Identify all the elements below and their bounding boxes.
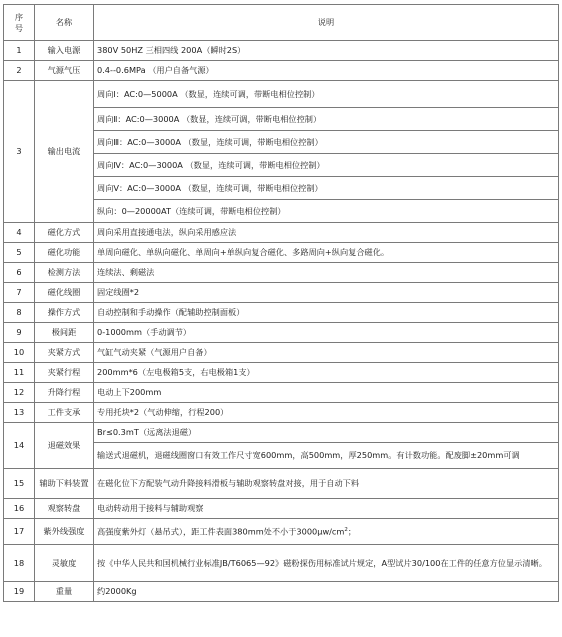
table-row: [4, 323, 559, 343]
row-name: 退磁效果: [35, 423, 94, 469]
row-name: 紫外线强度: [35, 519, 94, 545]
table-row: [4, 403, 559, 423]
header-no: [4, 5, 35, 41]
table-row: [4, 343, 559, 363]
row-description: 0-1000mm（手动调节）: [94, 323, 559, 343]
row-description: 按《中华人民共和国机械行业标准JB/T6065—92》磁粉探伤用标准试片规定，A型试片30/100在工件的任意方位显示清晰。: [94, 545, 559, 582]
spec-table: [3, 4, 559, 602]
row-number: 2: [4, 61, 35, 81]
row-number: 5: [4, 243, 35, 263]
row-description: 气缸气动夹紧（气源用户自备）: [94, 343, 559, 363]
table-row: [4, 499, 559, 519]
table-row: [4, 469, 559, 499]
row-description: 电动转动用于接料与辅助观察: [94, 499, 559, 519]
row-description: 约2000Kg: [94, 582, 559, 602]
row-description: 在磁化位下方配装气动升降接料滑板与辅助观察转盘对接，用于自动下料: [94, 469, 559, 499]
row-number: 6: [4, 263, 35, 283]
row-description: 单周向磁化、单纵向磁化、单周向+单纵向复合磁化、多路周向+纵向复合磁化。: [94, 243, 559, 263]
row-name: 磁化方式: [35, 223, 94, 243]
row-number: 4: [4, 223, 35, 243]
table-row: [4, 41, 559, 61]
row-number: 18: [4, 545, 35, 582]
table-row: [4, 383, 559, 403]
table-row: [4, 545, 559, 582]
row-number: 10: [4, 343, 35, 363]
row-number: 12: [4, 383, 35, 403]
row-description: 380V 50HZ 三相四线 200A（瞬时2S）: [94, 41, 559, 61]
row-name: 操作方式: [35, 303, 94, 323]
header-desc: 说明: [94, 5, 559, 41]
table-row: [4, 283, 559, 303]
table-row: [4, 582, 559, 602]
row-description: 自动控制和手动操作（配辅助控制面板）: [94, 303, 559, 323]
row-description: 周向Ⅳ：AC:0—3000A （数显，连续可调，带断电相位控制）: [94, 154, 559, 177]
row-description: 专用托块*2（气动伸缩，行程200）: [94, 403, 559, 423]
table-row: [4, 81, 559, 108]
row-description: 纵向：0—20000AT（连续可调，带断电相位控制）: [94, 200, 559, 223]
row-name: 工件支承: [35, 403, 94, 423]
row-name: 输出电流: [35, 81, 94, 223]
row-description: 周向Ⅴ：AC:0—3000A （数显，连续可调，带断电相位控制）: [94, 177, 559, 200]
table-row: [4, 243, 559, 263]
row-description: 电动上下200mm: [94, 383, 559, 403]
row-description: 周向Ⅰ：AC:0—5000A （数显，连续可调，带断电相位控制）: [94, 81, 559, 108]
row-name: 夹紧方式: [35, 343, 94, 363]
row-description-text: 高强度紫外灯（悬吊式），距工件表面380mm处不小于3000μw/cm: [97, 526, 345, 537]
row-name: 输入电源: [35, 41, 94, 61]
row-description: Br≤0.3mT（远离法退磁）: [94, 423, 559, 443]
row-number: 13: [4, 403, 35, 423]
row-number: 11: [4, 363, 35, 383]
table-row: [4, 263, 559, 283]
row-description: [94, 519, 559, 545]
header-no-text: 序 号: [14, 11, 24, 33]
header-name: 名称: [35, 5, 94, 41]
row-number: 19: [4, 582, 35, 602]
row-number: 16: [4, 499, 35, 519]
row-description: 连续法、剩磁法: [94, 263, 559, 283]
row-number: 14: [4, 423, 35, 469]
row-name: 夹紧行程: [35, 363, 94, 383]
row-description: 周向采用直接通电法，纵向采用感应法: [94, 223, 559, 243]
row-description: 周向Ⅲ：AC:0—3000A （数显，连续可调，带断电相位控制）: [94, 131, 559, 154]
table-row: [4, 61, 559, 81]
row-description: 固定线圈*2: [94, 283, 559, 303]
row-name: 极间距: [35, 323, 94, 343]
table-row: [4, 303, 559, 323]
row-description: 输送式退磁机，退磁线圈窗口有效工作尺寸宽600mm，高500mm，厚250mm。有计数功能。配废脚±20mm可调: [94, 443, 559, 469]
row-number: 17: [4, 519, 35, 545]
table-row: [4, 363, 559, 383]
table-row: [4, 423, 559, 443]
row-description-end: ；: [347, 526, 357, 537]
row-number: 3: [4, 81, 35, 223]
row-description: 200mm*6（左电极箱5支，右电极箱1支）: [94, 363, 559, 383]
row-number: 7: [4, 283, 35, 303]
row-name: 辅助下料装置: [35, 469, 94, 499]
row-name: 磁化线圈: [35, 283, 94, 303]
table-row: [4, 223, 559, 243]
header-row: [4, 5, 559, 41]
table-row: [4, 519, 559, 545]
row-name: 磁化功能: [35, 243, 94, 263]
superscript: 2: [344, 527, 348, 534]
row-description: 0.4--0.6MPa （用户自备气源）: [94, 61, 559, 81]
row-number: 9: [4, 323, 35, 343]
row-name: 检测方法: [35, 263, 94, 283]
row-name: 气源气压: [35, 61, 94, 81]
row-name: 升降行程: [35, 383, 94, 403]
row-number: 1: [4, 41, 35, 61]
row-number: 15: [4, 469, 35, 499]
row-number: 8: [4, 303, 35, 323]
row-description: 周向Ⅱ：AC:0—3000A （数显，连续可调，带断电相位控制）: [94, 108, 559, 131]
row-name: 观察转盘: [35, 499, 94, 519]
row-name: 灵敏度: [35, 545, 94, 582]
row-name: 重量: [35, 582, 94, 602]
